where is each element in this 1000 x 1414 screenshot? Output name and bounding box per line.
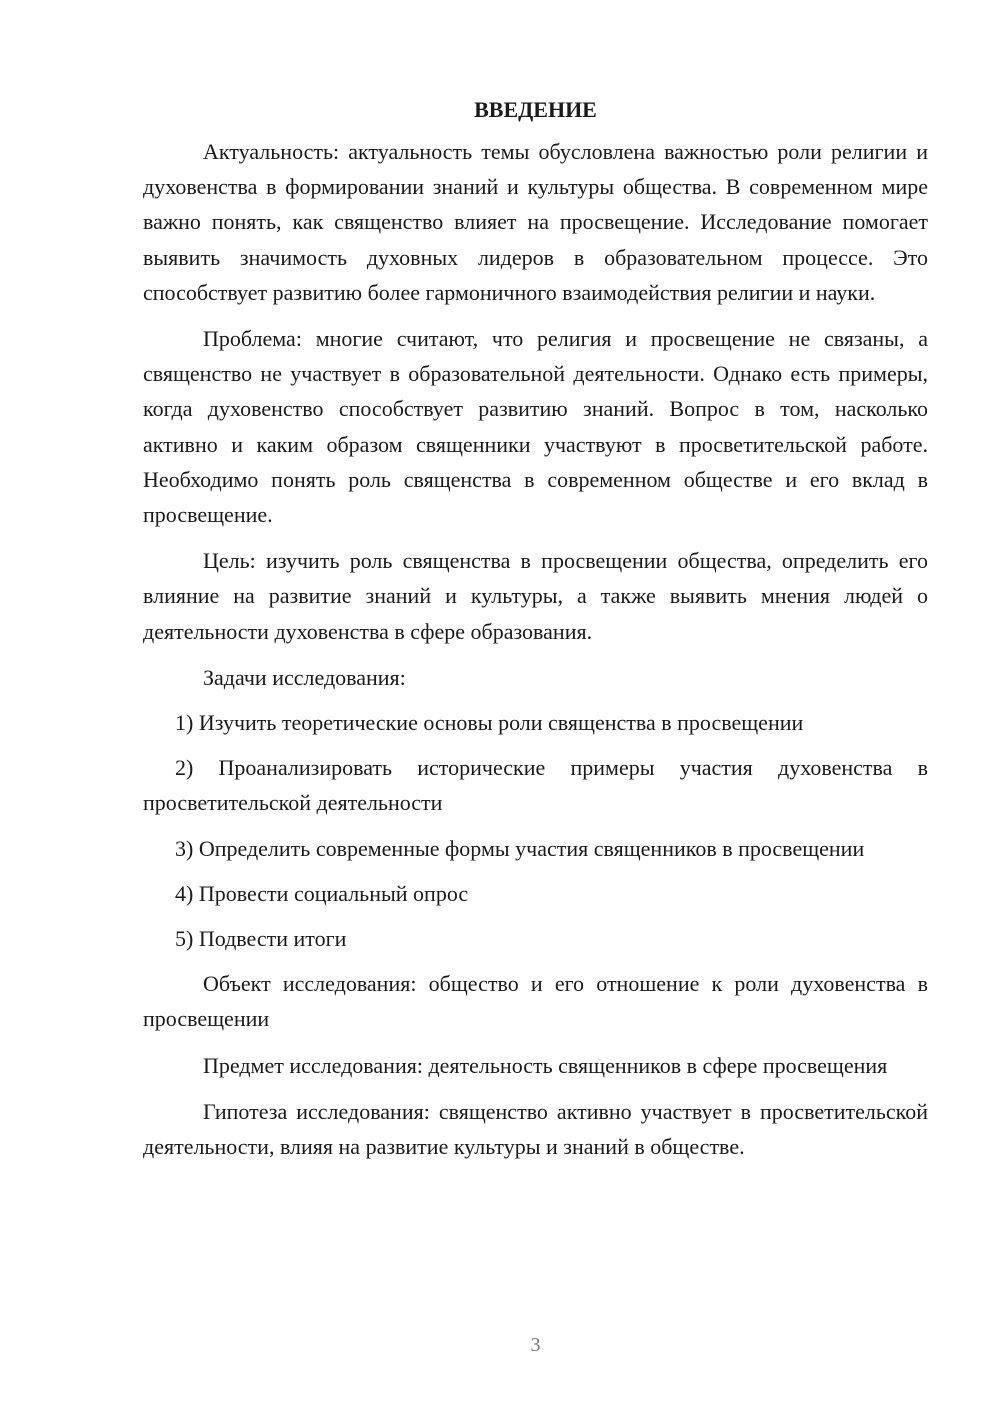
tasks-heading: Задачи исследования:: [203, 664, 406, 690]
document-title: ВВЕДЕНИЕ: [474, 97, 597, 122]
problem-paragraph: Проблема: многие считают, что религия и просвещение не связаны, а священство не участвует в образовательной деятельности. Однако есть примеры, когда духовенство способствует развитию знаний. Вопрос в том, насколько активно и каким образом священники участвуют в просветительской работе. Необходимо понять роль священства в современном обществе и его вклад в просвещение.: [143, 326, 928, 528]
document-page: [143, 95, 928, 1175]
task-item-3: 3) Определить современные формы участия священников в просвещении: [175, 835, 865, 861]
hypothesis-paragraph: Гипотеза исследования: священство активно участвует в просветительской деятельности, влияя на развитие культуры и знаний в обществе.: [143, 1098, 928, 1160]
subject-paragraph: Предмет исследования: деятельность священников в сфере просвещения: [203, 1052, 888, 1078]
goal-paragraph: Цель: изучить роль священства в просвещении общества, определить его влияние на развитие знаний и культуры, а также выявить мнения людей о деятельности духовенства в сфере образования.: [143, 548, 928, 644]
page-number: 3: [530, 1334, 541, 1356]
task-item-1: 1) Изучить теоретические основы роли священства в просвещении: [175, 710, 804, 736]
task-item-5: 5) Подвести итоги: [175, 926, 347, 952]
object-paragraph: Объект исследования: общество и его отношение к роли духовенства в просвещении: [143, 971, 928, 1032]
task-item-2: 2) Проанализировать исторические примеры участия духовенства в просветительской деятельности: [143, 755, 928, 816]
relevance-paragraph: Актуальность: актуальность темы обусловлена важностью роли религии и духовенства в формировании знаний и культуры общества. В современном мире важно понять, как священство влияет на просвещение. Исследование помогает выявить значимость духовных лидеров в образовательном процессе. Это способствует развитию более гармоничного взаимодействия религии и науки.: [143, 139, 928, 305]
task-item-4: 4) Провести социальный опрос: [175, 880, 469, 906]
